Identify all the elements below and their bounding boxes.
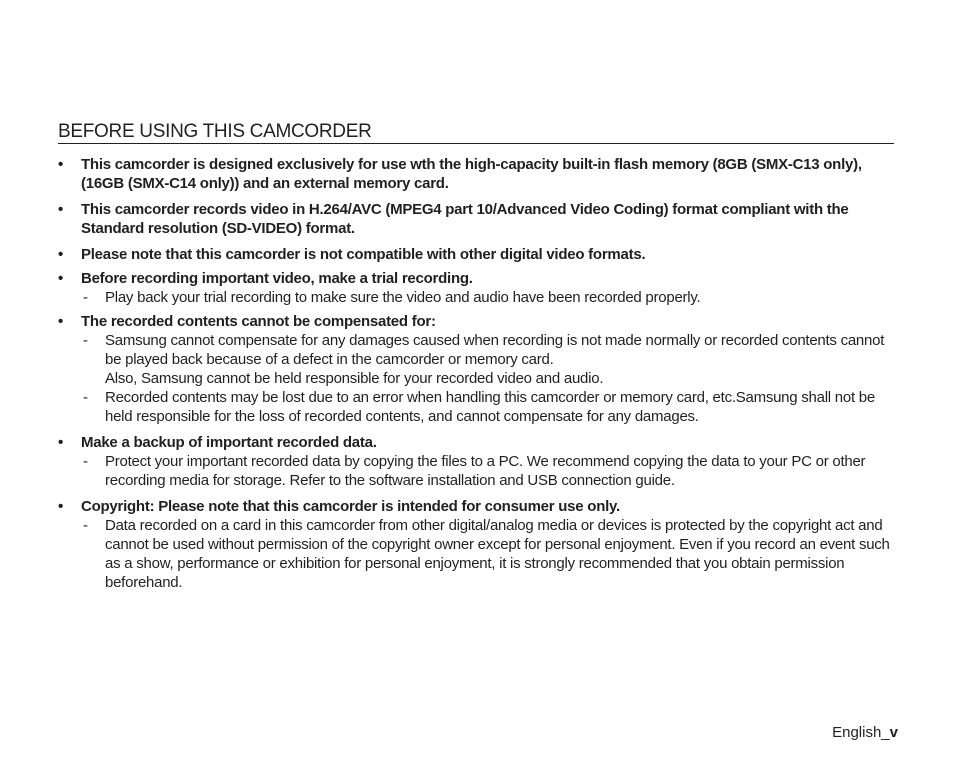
sub-list: [81, 288, 894, 307]
sub-list: [81, 331, 894, 426]
bullet-marker: •: [58, 313, 64, 330]
dash-marker: -: [83, 289, 88, 306]
sub-text: Protect your important recorded data by copying the files to a PC. We recommend copying the data to your PC or other recording media for storage. Refer to the software installation and USB connection guide.: [105, 453, 866, 489]
dash-marker: -: [83, 332, 88, 349]
dash-marker: -: [83, 453, 88, 470]
sub-text: Samsung cannot compensate for any damages caused when recording is not made normally or recorded contents cannot be played back because of a defect in the camcorder or memory card. Also, Samsung cannot be held responsible for your recorded video and audio.: [105, 332, 885, 387]
sub-list: [81, 516, 894, 592]
list-item: [58, 497, 894, 592]
bullet-text: Make a backup of important recorded data.: [81, 434, 377, 451]
bullet-marker: •: [58, 270, 64, 287]
bullet-marker: •: [58, 201, 64, 218]
bullet-text: This camcorder records video in H.264/AVC (MPEG4 part 10/Advanced Video Coding) format compliant with the Standard resolution (SD-VIDEO) format.: [81, 201, 849, 237]
sub-item: [81, 452, 894, 490]
bullet-text: Before recording important video, make a trial recording.: [81, 270, 473, 287]
bullet-text: The recorded contents cannot be compensated for:: [81, 313, 436, 330]
sub-item: [81, 516, 894, 592]
bullet-text: Copyright: Please note that this camcorder is intended for consumer use only.: [81, 498, 620, 515]
list-item: [58, 312, 894, 426]
list-item: [58, 200, 894, 238]
bullet-marker: •: [58, 156, 64, 173]
sub-item: [81, 388, 894, 426]
list-item: [58, 245, 894, 264]
sub-text: Play back your trial recording to make sure the video and audio have been recorded properly.: [105, 289, 701, 306]
bullet-list: [58, 155, 894, 599]
dash-marker: -: [83, 517, 88, 534]
list-item: [58, 269, 894, 307]
bullet-marker: •: [58, 498, 64, 515]
bullet-marker: •: [58, 434, 64, 451]
bullet-text: This camcorder is designed exclusively for use wth the high-capacity built-in flash memory (8GB (SMX-C13 only), (16GB (SMX-C14 only)) and an external memory card.: [81, 156, 862, 192]
footer-language: English_: [832, 724, 890, 741]
bullet-marker: •: [58, 246, 64, 263]
sub-list: [81, 452, 894, 490]
sub-text: Data recorded on a card in this camcorder from other digital/analog media or devices is protected by the copyright act and cannot be used without permission of the copyright owner except for personal enjoyment. Even if you record an event such as a show, performance or exhibition for personal enjoyment, it is strongly recommended that you obtain permission beforehand.: [105, 517, 890, 591]
page-title: BEFORE USING THIS CAMCORDER: [58, 121, 894, 144]
list-item: [58, 433, 894, 490]
bullet-text: Please note that this camcorder is not compatible with other digital video formats.: [81, 246, 646, 263]
page-footer: [832, 723, 898, 742]
sub-item: [81, 331, 894, 388]
dash-marker: -: [83, 389, 88, 406]
sub-item: [81, 288, 894, 307]
list-item: [58, 155, 894, 193]
sub-text: Recorded contents may be lost due to an error when handling this camcorder or memory card, etc.Samsung shall not be held responsible for the loss of recorded contents, and cannot compensate for any damages.: [105, 389, 875, 425]
page-number: v: [889, 724, 898, 741]
